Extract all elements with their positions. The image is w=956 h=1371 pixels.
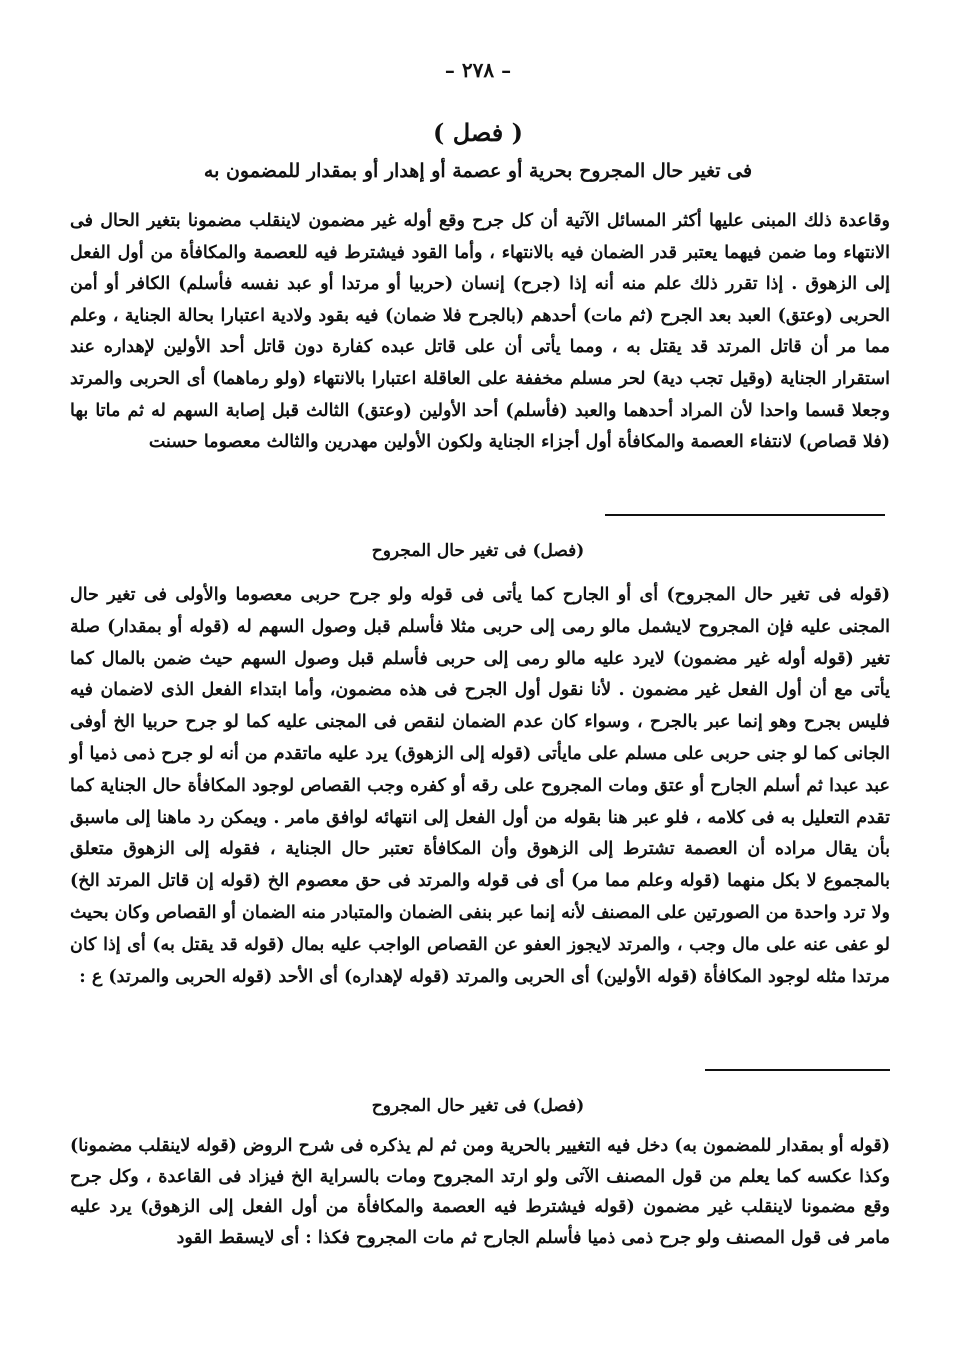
footnote-divider <box>605 514 885 516</box>
commentary-block <box>70 1131 890 1253</box>
page-number: – ٢٧٨ – <box>444 58 512 82</box>
commentary-heading: (فصل) فى تغير حال المجروح <box>371 1096 585 1116</box>
footnote-divider <box>705 1069 890 1071</box>
main-paragraph: وقاعدة ذلك المبنى عليها أكثر المسائل الآتية أن كل جرح وقع أوله غير مضمون لاينقلب مضمونا بتغير الحال فى الانتهاء وما ضمن فيهما يعتبر قدر الضمان فيه بالانتهاء ، وأما القود فيشترط فيه للعصمة والمكافأة من أول الفعل إلى الزهوق . إذا تقرر ذلك علم منه أنه إذا (جرح) إنسان (حربيا أو مرتدا أو عبد نفسه فأسلم) الكافر أو أمن الحربى (وعتق) العبد بعد الجرح (ثم مات) أحدهم (بالجرح فلا ضمان) فيه بقود ولادية اعتبارا بحالة الجناية ، وعلم مما مر أن قاتل المرتد قد يقتل به ، ومما يأتى أن على قاتل عبده كفارة دون قاتل أحد الأولين لإهداره عند استقرار الجناية (وقيل تجب دية) لحر مسلم مخففة على العاقلة اعتبارا بالانتهاء (ولو رماهما) أى الحربى والمرتد وجعلا قسما واحدا لأن المراد أحدهما والعبد (فأسلم) أحد الأولين (وعتق) الثالث قبل إصابة السهم له ثم ماتا بها (فلا قصاص) لانتفاء العصمة والمكافأة أول أجزاء الجناية ولكون الأولين مهدرين والثالث معصوما حسنت <box>70 211 890 453</box>
commentary-paragraph: (قوله فى تغير حال المجروح) أى أو الجارح كما يأتى فى قوله ولو جرح حربى معصوما والأولى فى تغير حال المجنى عليه فإن المجروح لايشمل مالو رمى إلى حربى مثلا فأسلم قبل وصول السهم له (قوله أو بمقدار) صلة تغير (قوله أوله غير مضمون) لايرد عليه مالو رمى إلى حربى فأسلم قبل وصول السهم حيث ضمن بالمال كما يأتى مع أن أول الفعل غير مضمون . لأنا نقول أول الجرح فى هذه مضمون، وأما ابتداء الفعل الذى لاضمان فيه فليس بجرح وهو إنما عبر بالجرح ، وسواء كان عدم الضمان لنقص فى المجنى عليه كما لو جرح حربيا الخ أوفى الجانى كما لو جنى حربى على مسلم على مايأتى (قوله إلى الزهوق) يرد عليه ماتقدم من أنه لو جرح ذمى ذميا أو عبد عبدا ثم أسلم الجارح أو عتق ومات المجروح على رقه أو كفره وجب القصاص لوجود المكافأة حال الجناية كما تقدم التعليل به فى كلامه ، فلو عبر هنا بقوله من أول الفعل إلى انتهائه لوافق مامر . ويمكن رد ماهنا إلى ماسبق بأن يقال مراده أن العصمة تشترط إلى الزهوق وأن المكافأة تعتبر حال الجناية ، فقوله إلى الزهوق متعلق بالمجموع لا بكل منهما (قوله وعلم مما مر) أى فى قوله والمرتد فى حق معصوم الخ (قوله إن قاتل المرتد الخ) ولا ترد واحدة من الصورتين على المصنف لأنه إنما عبر بنفى الضمان والمتبادر منه الضمان أو القصاص وكان بحيث لو عفى عنه على مال وجب ، والمرتد لايجوز العفو عن القصاص الواجب عليه بمال (قوله قد يقتل به) أى إذا كان مرتدا مثله لوجود المكافأة (قوله الأولين) أى الحربى والمرتد (قوله لإهداره) أى الأحد (قوله الحربى والمرتد) ع : <box>70 585 890 987</box>
section-heading: ( فصل ) <box>433 118 523 147</box>
section-subheading: فى تغير حال المجروح بحرية أو عصمة أو إهدار أو بمقدار للمضمون به <box>203 160 753 182</box>
commentary-block <box>70 580 890 993</box>
commentary-paragraph: (قوله أو بمقدار للمضمون به) دخل فيه التغيير بالحرية ومن ثم لم يذكره فى شرح الروض (قوله لاينقلب مضمونا) وكذا عكسه كما يعلم من قول المصنف الآتى ولو ارتد المجروح ومات بالسراية الخ فيزاد فى القاعدة ، وكل جرح وقع مضمونا لاينقلب غير مضمون (قوله فيشترط فيه العصمة والمكافأة من أول الفعل إلى الزهوق) يرد عليه مامر فى قول المصنف ولو جرح ذمى ذميا فأسلم الجارح ثم مات المجروح فكذا : أى لايسقط القود <box>70 1136 890 1248</box>
commentary-heading: (فصل) فى تغير حال المجروح <box>371 541 585 561</box>
main-text-block <box>70 206 890 459</box>
